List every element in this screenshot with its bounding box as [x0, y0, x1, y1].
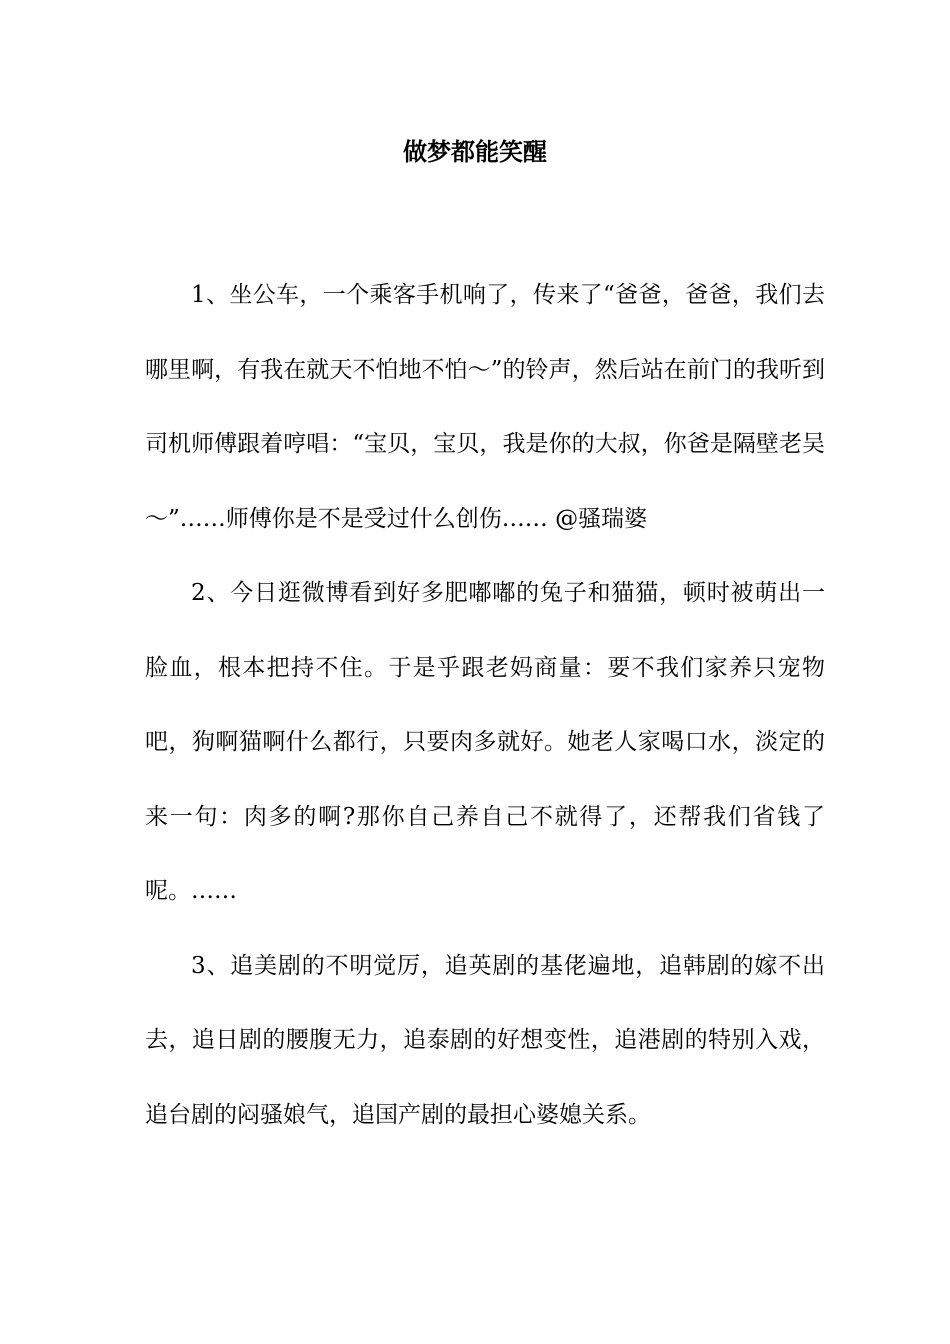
paragraph-2: 2、今日逛微博看到好多肥嘟嘟的兔子和猫猫，顿时被萌出一脸血，根本把持不住。于是乎跟老妈商量：要不我们家养只宠物吧，狗啊猫啊什么都行，只要肉多就好。她老人家喝口水，淡定的来一句：肉多的啊?那你自己养自己不就得了，还帮我们省钱了呢。…… [145, 580, 825, 904]
paragraph-3: 3、追美剧的不明觉厉，追英剧的基佬遍地，追韩剧的嫁不出去，追日剧的腰腹无力，追泰剧的好想变性，追港剧的特别入戏，追台剧的闷骚娘气，追国产剧的最担心婆媳关系。 [145, 952, 825, 1128]
document-title: 做梦都能笑醒 [403, 138, 547, 166]
paragraph-1: 1、坐公车，一个乘客手机响了，传来了“爸爸，爸爸，我们去哪里啊，有我在就天不怕地不怕～”的铃声，然后站在前门的我听到司机师傅跟着哼唱：“宝贝，宝贝，我是你的大叔，你爸是隔壁老吴～”……师傅你是不是受过什么创伤…… @骚瑞婆 [145, 282, 825, 532]
document-body [145, 258, 825, 1152]
